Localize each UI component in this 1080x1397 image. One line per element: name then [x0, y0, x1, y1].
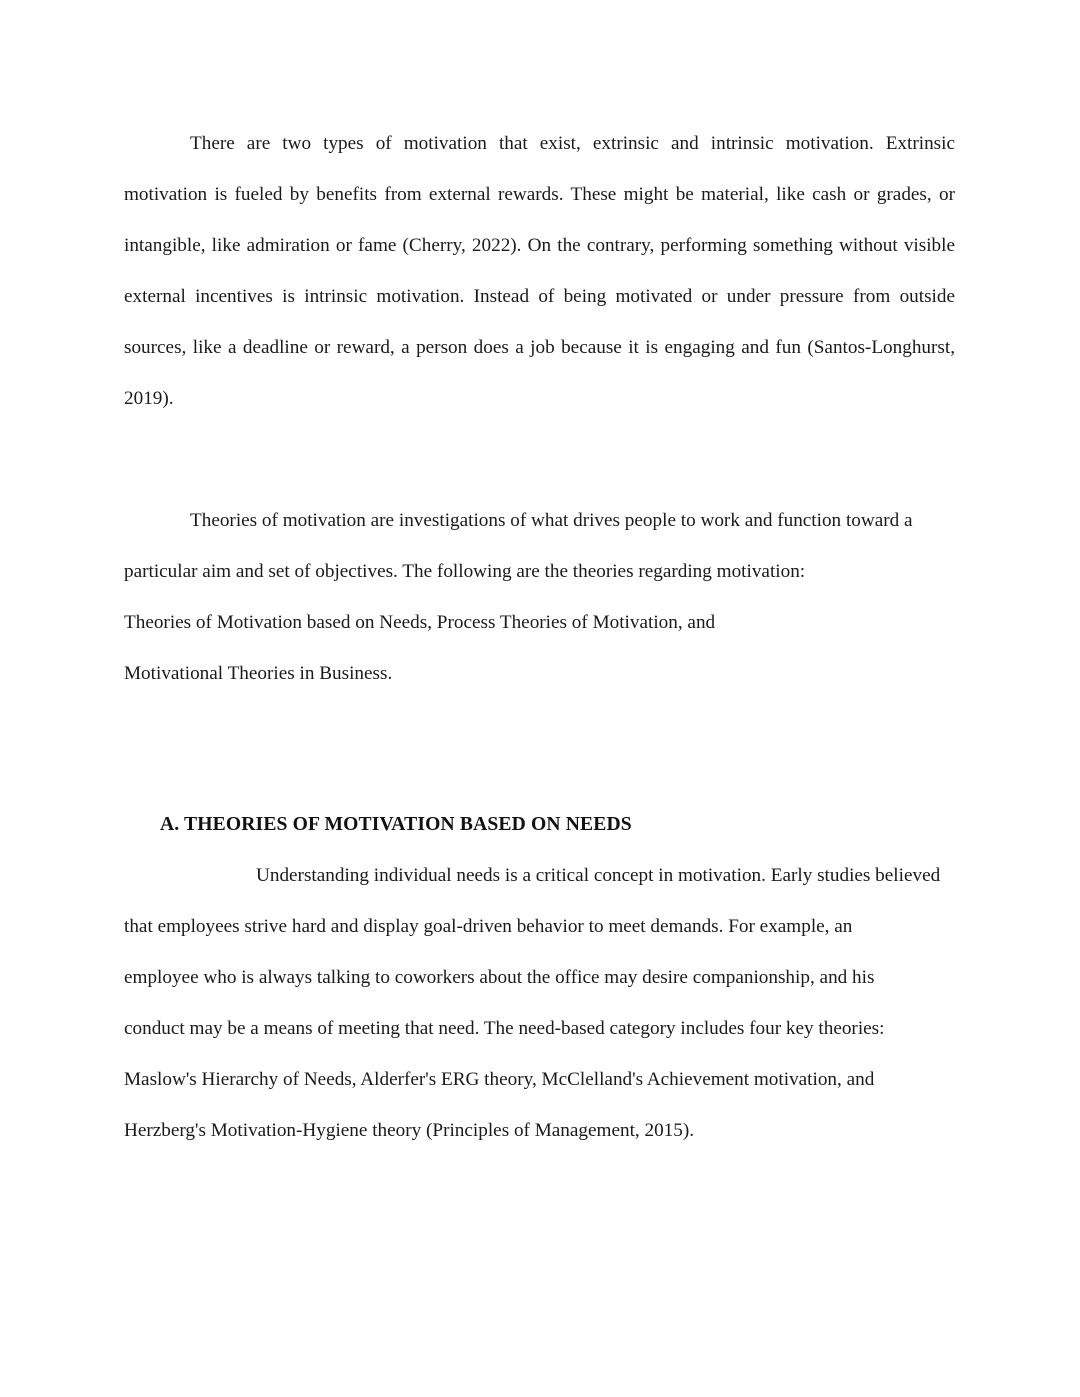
paragraph-theories-intro-line-1: Theories of motivation are investigations of what drives people to work and function toward a particular aim and set of objectives. The following are the theories regarding motivation: — [124, 510, 913, 582]
paragraph-needs-theories-line-1: Understanding individual needs is a critical concept in motivation. Early studies believed — [256, 865, 941, 886]
paragraph-theories-intro-line-3: Motivational Theories in Business. — [124, 663, 393, 684]
paragraph-needs-theories-line-5: Maslow's Hierarchy of Needs, Alderfer's ERG theory, McClelland's Achievement motivation, and — [124, 1069, 875, 1090]
paragraph-needs-theories-line-3: employee who is always talking to coworkers about the office may desire companionship, and his — [124, 967, 875, 988]
paragraph-needs-theories — [124, 850, 955, 1156]
paragraph-theories-intro-line-2: Theories of Motivation based on Needs, Process Theories of Motivation, and — [124, 612, 716, 633]
paragraph-needs-theories-line-2: that employees strive hard and display goal-driven behavior to meet demands. For example, an — [124, 916, 853, 937]
section-heading-a: A. THEORIES OF MOTIVATION BASED ON NEEDS — [160, 814, 632, 835]
paragraph-theories-intro — [124, 495, 955, 699]
paragraph-needs-theories-line-6: Herzberg's Motivation-Hygiene theory (Principles of Management, 2015). — [124, 1120, 695, 1141]
page-bottom-whitespace — [124, 1156, 955, 1397]
heading-spacer — [124, 699, 955, 799]
document-body — [124, 118, 955, 1397]
paragraph-spacer — [124, 475, 955, 495]
paragraph-motivation-types: There are two types of motivation that exist, extrinsic and intrinsic motivation. Extrinsic motivation is fueled by benefits from external rewards. These might be material, like cash or grades, or intangible, like admiration or fame (Cherry, 2022). On the contrary, performing something without visible external incentives is intrinsic motivation. Instead of being motivated or under pressure from outside sources, like a deadline or reward, a person does a job because it is engaging and fun (Santos-Longhurst, 2019). — [124, 133, 955, 409]
paragraph-needs-theories-line-4: conduct may be a means of meeting that need. The need-based category includes four key theories: — [124, 1018, 885, 1039]
